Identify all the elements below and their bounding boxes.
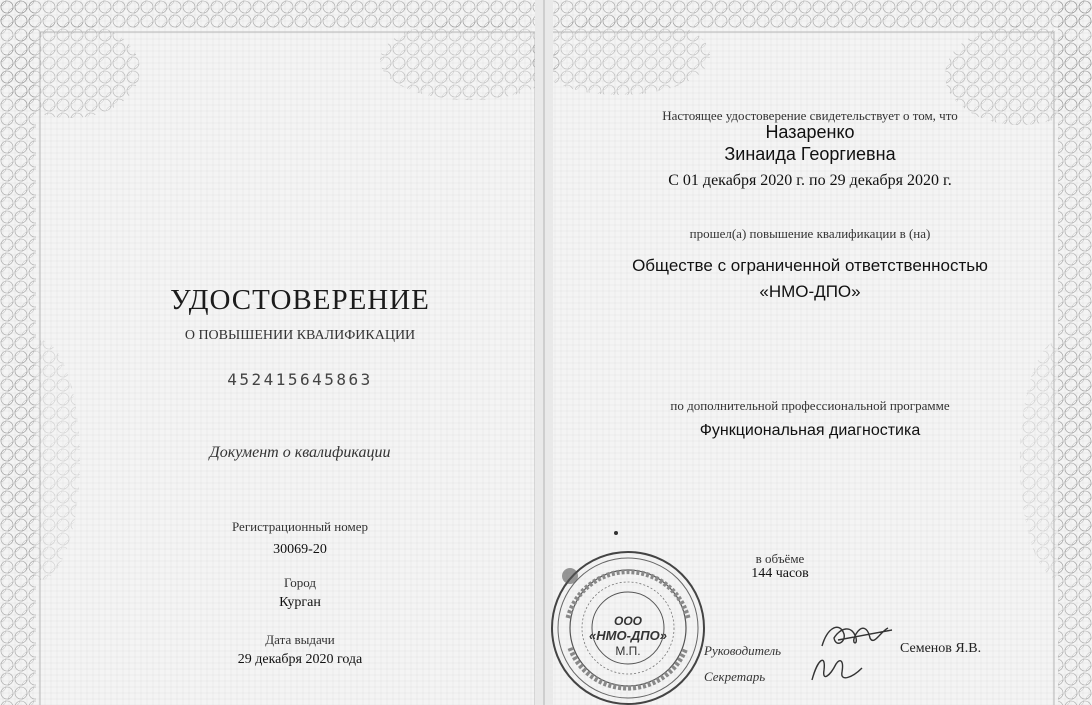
director-name: Семенов Я.В. [900, 641, 982, 656]
program-name: Функциональная диагностика [699, 422, 921, 439]
secretary-label: Секретарь [704, 669, 766, 684]
stamp-line2: «НМО-ДПО» [589, 628, 667, 643]
volume-label: в объёме [755, 551, 805, 566]
recipient-surname: Назаренко [765, 122, 855, 142]
stamp-line1: ООО [613, 614, 642, 628]
volume-value: 144 часов [751, 566, 809, 581]
organization-stamp [548, 548, 708, 705]
document-number: 452415645863 [227, 370, 373, 389]
training-period: С 01 декабря 2020 г. по 29 декабря 2020 г. [668, 172, 952, 189]
recipient-given-names: Зинаида Георгиевна [724, 144, 896, 164]
secretary-signature [808, 650, 868, 686]
certifies-text: Настоящее удостоверение свидетельствует о том, что [662, 108, 958, 123]
stamp-mp: М.П. [615, 644, 641, 658]
city-label: Город [283, 575, 317, 590]
registration-number-label: Регистрационный номер [232, 519, 368, 534]
organization-name-line2: «НМО-ДПО» [759, 282, 861, 301]
registration-number: 30069-20 [273, 542, 327, 557]
completed-text: прошел(а) повышение квалификации в (на) [689, 226, 931, 241]
certificate-title: УДОСТОВЕРЕНИЕ [170, 284, 430, 316]
organization-name-line1: Обществе с ограниченной ответственностью [632, 256, 988, 275]
certificate-subtitle: О ПОВЫШЕНИИ КВАЛИФИКАЦИИ [184, 328, 416, 343]
issue-date: 29 декабря 2020 года [237, 652, 363, 667]
program-label: по дополнительной профессиональной программе [670, 398, 950, 413]
issue-date-label: Дата выдачи [265, 632, 335, 647]
document-type: Документ о квалификации [209, 444, 391, 461]
city-value: Курган [279, 595, 321, 610]
director-label: Руководитель [704, 643, 782, 658]
